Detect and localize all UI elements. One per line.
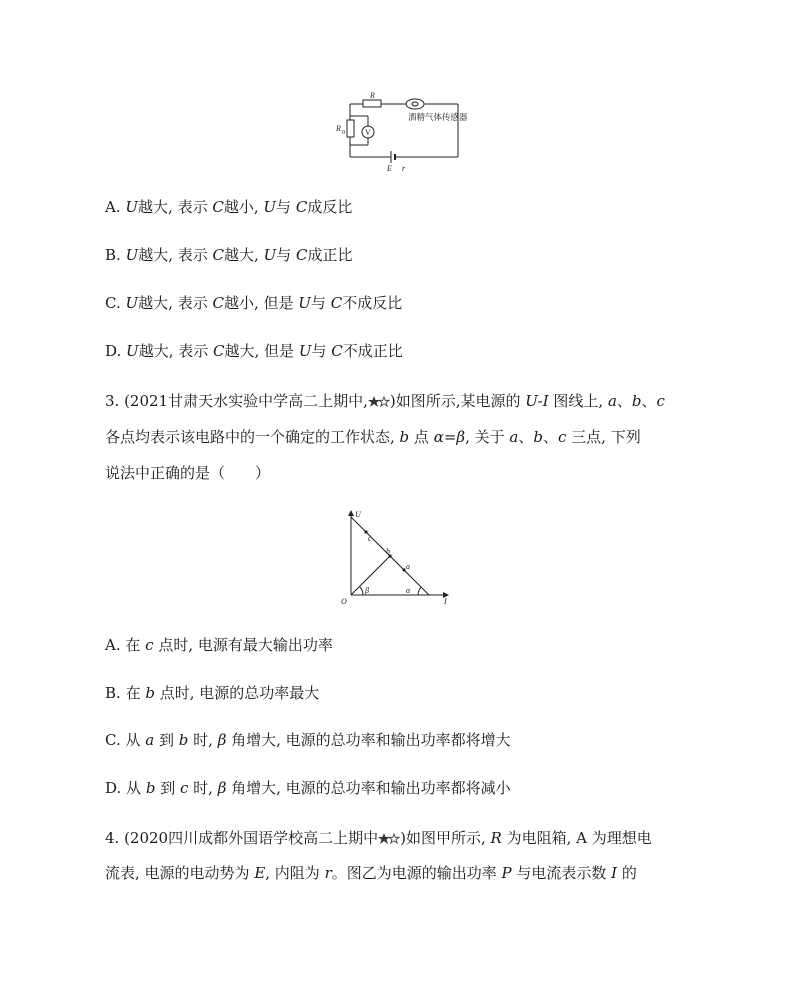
q3-option-d: D. 从 b 到 c 时, β 角增大, 电源的总功率和输出功率都将减小 <box>105 779 511 797</box>
label-a: a <box>406 562 410 571</box>
beta-arc <box>360 587 364 596</box>
label-U: U <box>355 510 361 519</box>
label-R0-sub: 0 <box>342 130 345 136</box>
q2-option-b: B. U越大, 表示 C越大, U与 C成正比 <box>105 246 353 264</box>
alcohol-sensor <box>406 99 424 109</box>
label-b: b <box>386 547 390 556</box>
label-R0: R <box>336 124 341 133</box>
alpha-arc <box>418 587 421 595</box>
q2-option-a: A. U越大, 表示 C越小, U与 C成反比 <box>105 198 353 216</box>
difficulty-star-icon <box>368 396 390 408</box>
difficulty-star-icon <box>378 833 400 845</box>
q3-option-c: C. 从 a 到 b 时, β 角增大, 电源的总功率和输出功率都将增大 <box>105 731 511 749</box>
label-alpha: α <box>406 586 411 595</box>
resistor-R <box>363 100 381 107</box>
q3-stem-line2: 各点均表示该电路中的一个确定的工作状态, b 点 α=β, 关于 a、b、c 三点, 下列 <box>105 428 641 446</box>
label-c: c <box>368 534 372 543</box>
label-R: R <box>370 91 375 100</box>
q4-stem-line1: 4. (2020四川成都外国语学校高二上期中 )如图甲所示, R 为电阻箱, A 为理想电 <box>105 829 652 847</box>
ui-graph <box>336 505 456 605</box>
q3-option-b: B. 在 b 点时, 电源的总功率最大 <box>105 684 320 702</box>
sensor-label: 酒精气体传感器 <box>408 112 468 122</box>
q3-stem-line3: 说法中正确的是（ ） <box>105 464 271 482</box>
label-r: r <box>402 164 406 173</box>
label-E: E <box>387 164 392 173</box>
q3-option-a: A. 在 c 点时, 电源有最大输出功率 <box>105 636 333 654</box>
resistor-R0 <box>347 120 354 137</box>
label-I: I <box>444 597 447 605</box>
q3-stem-line1: 3. (2021甘肃天水实验中学高二上期中, )如图所示,某电源的 U-I 图线上, a、b、c <box>105 392 665 410</box>
label-O: O <box>341 597 347 605</box>
q4-stem-line2: 流表, 电源的电动势为 E, 内阻为 r。图乙为电源的输出功率 P 与电流表示数 I 的 <box>105 864 637 882</box>
label-V: V <box>365 128 371 137</box>
q2-option-c: C. U越大, 表示 C越小, 但是 U与 C不成反比 <box>105 294 403 312</box>
ob-line <box>351 556 390 595</box>
label-beta: β <box>365 586 369 595</box>
circuit-diagram <box>330 88 470 174</box>
q2-option-d: D. U越大, 表示 C越大, 但是 U与 C不成正比 <box>105 342 403 360</box>
